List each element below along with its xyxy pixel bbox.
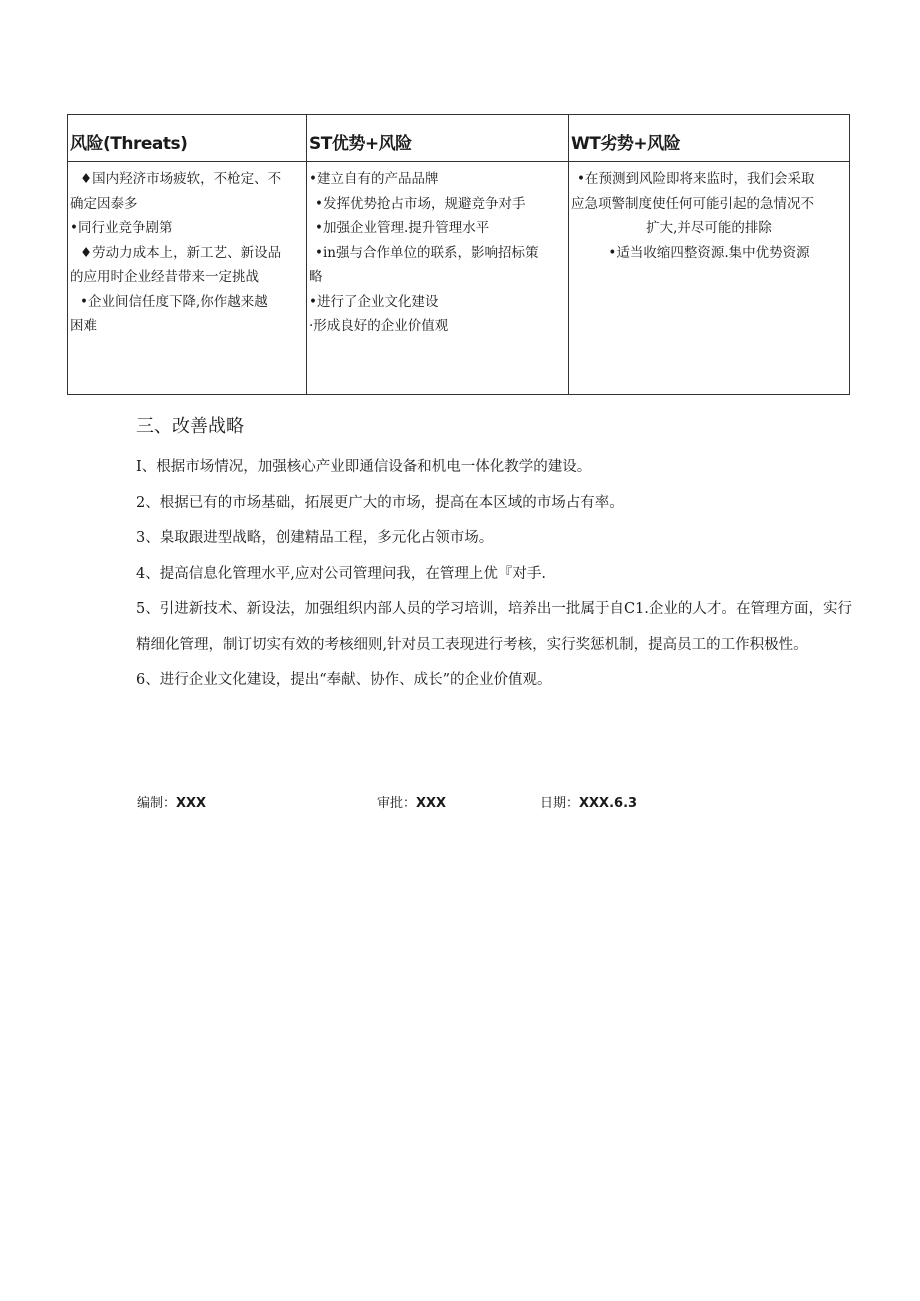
footer-editor	[137, 792, 206, 811]
threats-line: ♦国内羟济市场疲软，不枪定、不	[80, 171, 282, 187]
strategy-item: 6、进行企业文化建设，提出“奉献、协作、成长”的企业价值观。	[136, 672, 552, 688]
header-wt: WT劣势+风险	[569, 115, 850, 162]
header-st: ST优势+风险	[307, 115, 569, 162]
approver-label: 审批：	[377, 796, 417, 811]
cell-wt	[569, 162, 850, 395]
wt-line: 应急项警制度使任何可能引起的急情况不	[571, 195, 814, 212]
strategy-item: 4、提高信息化管理水平,应对公司管理问我，在管理上优『对手.	[136, 565, 546, 582]
editor-value: XXX	[176, 796, 207, 811]
st-line: •建立自有的产品品牌	[309, 171, 439, 187]
st-line: •加强企业管理.提升管理水平	[315, 220, 490, 236]
threats-line: 确定因泰多	[70, 195, 138, 212]
wt-line: •适当收缩四整资源.集中优势资源	[608, 244, 810, 261]
approver-value: XXX	[416, 796, 447, 811]
st-line: 略	[309, 269, 323, 285]
cell-st	[307, 162, 569, 395]
strategy-item: I、根据市场情况，加强核心产业即通信设备和机电一体化教学的建设。	[136, 459, 592, 475]
st-line: •发挥优势抢占市场，规避竞争对手	[315, 195, 526, 212]
strategy-item: 3、臬取跟进型战略，创建精品工程，多元化占领市场。	[136, 530, 494, 546]
strategy-item: 2、根据已有的市场基础，拓展更广大的市场，提高在本区域的市场占有率。	[136, 494, 624, 511]
header-threats: 风险(Threats)	[68, 115, 307, 162]
date-value: XXX.6.3	[579, 796, 638, 811]
editor-label: 编制：	[137, 796, 177, 811]
table-header-row	[68, 115, 850, 162]
wt-line: •在预测到风险即将来监时，我们会采取	[577, 171, 815, 187]
threats-line: ♦劳动力成本上，新工艺、新设品	[80, 244, 282, 261]
footer-approver	[377, 792, 446, 811]
threats-line: •同行业竞争剧第	[70, 220, 173, 236]
footer-date	[540, 792, 637, 811]
threats-line: 困难	[70, 318, 97, 334]
strategy-item: 5、引进新技术、新设法，加强组织内部人员的学习培训，培养出一批属于自C1.企业的人才。在管理方面，实行精细化管理，制订切实有效的考核细则,针对员工表现进行考核，实行奖惩机制，提高员工的工作积极性。	[136, 601, 852, 653]
st-line: •in强与合作单位的联系，影响招标策	[315, 244, 539, 261]
strategy-list	[136, 450, 852, 699]
st-line: ·形成良好的企业价值观	[309, 318, 449, 334]
cell-threats	[68, 162, 307, 395]
date-label: 日期：	[540, 796, 580, 811]
swot-table	[67, 114, 850, 395]
threats-line: •企业间信任度下降,你作越来越	[80, 293, 268, 310]
threats-line: 的应用时企业经昔带来一定挑战	[70, 269, 259, 285]
section-heading: 三、改善战略	[136, 416, 244, 437]
wt-line: 扩大,并尽可能的排除	[646, 220, 772, 236]
st-line: •进行了企业文化建设	[309, 293, 439, 310]
table-body-row	[68, 162, 850, 395]
